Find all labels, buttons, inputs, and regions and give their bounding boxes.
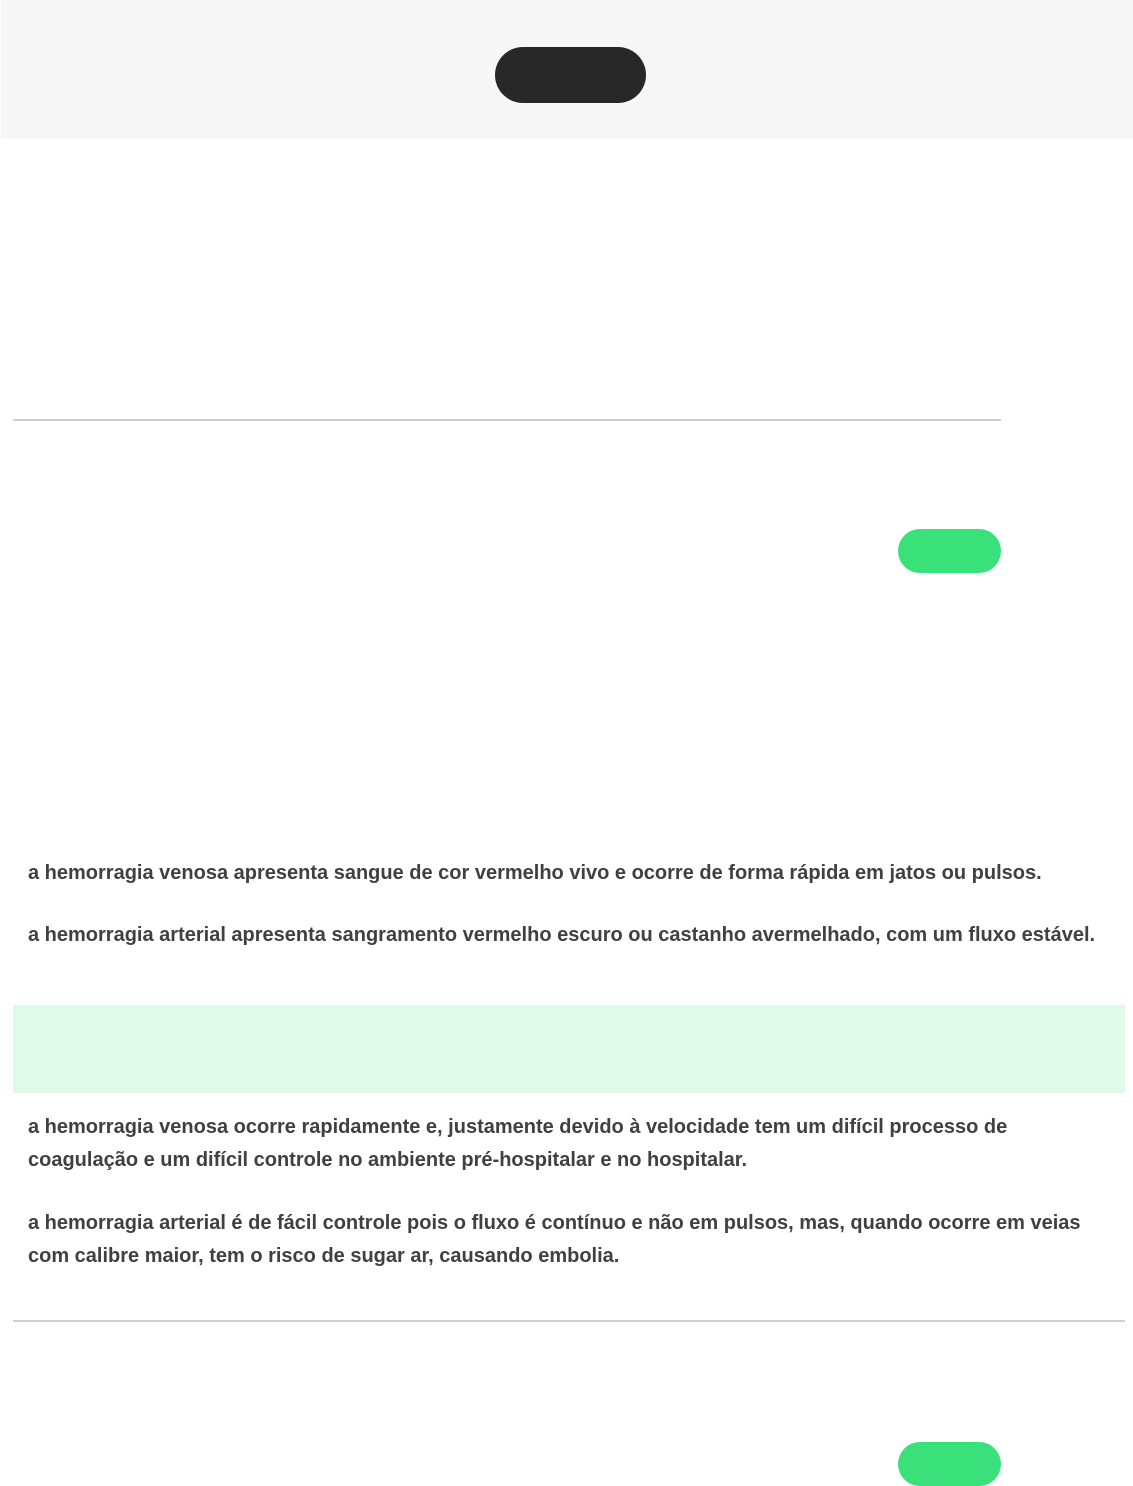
green-action-button-bottom[interactable] [898, 1442, 1001, 1486]
highlighted-option-band[interactable] [13, 1005, 1125, 1093]
section-divider [13, 419, 1001, 421]
answer-option-2[interactable]: a hemorragia arterial apresenta sangramento vermelho escuro ou castanho avermelhado, com um fluxo estável. [28, 924, 1096, 946]
answer-option-3[interactable]: a hemorragia venosa ocorre rapidamente e, justamente devido à velocidade tem um difícil processo de coagulação e um difícil controle no ambiente pré-hospitalar e no hospitalar. [28, 1116, 1008, 1171]
header-button[interactable] [495, 47, 646, 103]
answer-option-4[interactable]: a hemorragia arterial é de fácil controle pois o fluxo é contínuo e não em pulsos, mas, quando ocorre em veias com calibre maior, tem o risco de sugar ar, causando embolia. [28, 1212, 1081, 1267]
answer-option-1[interactable]: a hemorragia venosa apresenta sangue de cor vermelho vivo e ocorre de forma rápida em jatos ou pulsos. [28, 862, 1042, 884]
green-action-button[interactable] [898, 529, 1001, 573]
header-bar [1, 0, 1133, 139]
section-divider-bottom [13, 1320, 1125, 1322]
